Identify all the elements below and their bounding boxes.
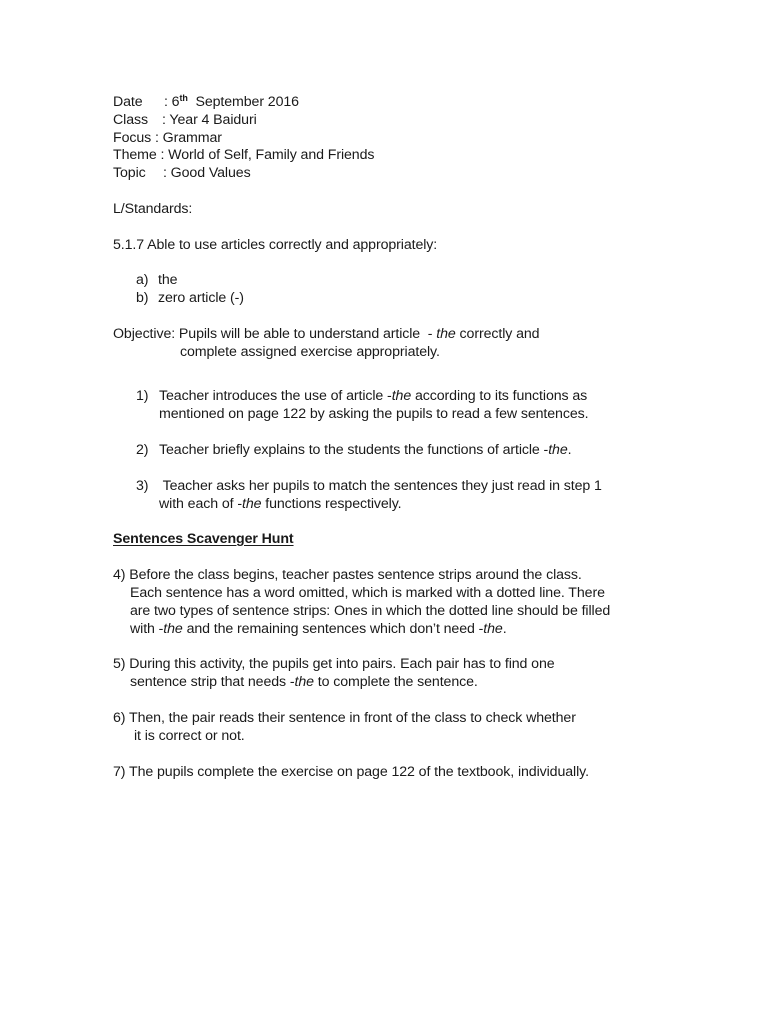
date-value: : 6: [164, 94, 180, 110]
theme-value: : World of Self, Family and Friends: [156, 147, 375, 163]
step-text: Teacher briefly explains to the students the functions of article -: [159, 442, 549, 458]
standard-item-b: [136, 289, 244, 307]
article-the: the: [163, 621, 183, 637]
list-marker: a): [136, 272, 149, 288]
topic-value: : Good Values: [163, 165, 251, 181]
activity-4-line-3: are two types of sentence strips: Ones in which the dotted line should be filled: [130, 603, 611, 619]
focus-label: Focus: [113, 130, 152, 146]
date-label: Date: [113, 94, 143, 110]
objective-line-1: [113, 325, 539, 343]
activity-6-line-2: it is correct or not.: [134, 728, 245, 744]
class-value: : Year 4 Baiduri: [162, 112, 257, 128]
article-the: the: [436, 326, 456, 342]
article-the: the: [241, 496, 262, 512]
step-1-line-2: mentioned on page 122 by asking the pupils to read a few sentences.: [159, 406, 589, 422]
step-text: Teacher introduces the use of article -: [159, 388, 392, 404]
article-the: the: [548, 442, 568, 458]
step-text: .: [567, 442, 572, 458]
article-the: the: [391, 388, 412, 404]
standard-item-a: [136, 271, 177, 289]
objective-text: correctly and: [455, 326, 540, 342]
activity-5-line-2: [130, 673, 478, 691]
activity-text: with -: [130, 621, 164, 637]
activity-6-line-1: 6) Then, the pair reads their sentence in front of the class to check whether: [113, 710, 576, 726]
list-marker: b): [136, 290, 149, 306]
topic-line: [113, 164, 251, 182]
list-item-text: zero article (-): [158, 290, 244, 306]
standard-text: 5.1.7 Able to use articles correctly and appropriately:: [113, 237, 438, 253]
date-line: [113, 93, 299, 111]
step-text: with each of -: [159, 496, 242, 512]
activity-title: Sentences Scavenger Hunt: [113, 531, 294, 547]
activity-7-line-1: 7) The pupils complete the exercise on page 122 of the textbook, individually.: [113, 764, 589, 780]
article-the: the: [483, 621, 503, 637]
focus-line: [113, 129, 222, 147]
date-ordinal-suffix: th: [179, 93, 188, 103]
step-1-line-1: [136, 387, 587, 405]
class-label: Class: [113, 112, 148, 128]
article-the: the: [294, 674, 314, 690]
topic-label: Topic: [113, 165, 146, 181]
objective-line-2: complete assigned exercise appropriately.: [180, 344, 440, 360]
activity-text: .: [502, 621, 507, 637]
list-item-text: the: [158, 272, 178, 288]
activity-text: sentence strip that needs -: [130, 674, 295, 690]
activity-4-line-1: 4) Before the class begins, teacher pastes sentence strips around the class.: [113, 567, 582, 583]
theme-line: [113, 146, 374, 164]
step-text: according to its functions as: [411, 388, 588, 404]
step-text: functions respectively.: [261, 496, 402, 512]
step-marker: 1): [136, 388, 149, 404]
standards-label: L/Standards:: [113, 201, 193, 217]
class-line: [113, 111, 257, 129]
theme-label: Theme: [113, 147, 157, 163]
step-2-line-1: [136, 441, 571, 459]
activity-4-line-4: [130, 620, 507, 638]
step-3-line-1: [136, 477, 602, 495]
step-marker: 3): [136, 478, 149, 494]
focus-value: : Grammar: [155, 130, 222, 146]
activity-4-line-2: Each sentence has a word omitted, which is marked with a dotted line. There: [130, 585, 605, 601]
activity-5-line-1: 5) During this activity, the pupils get into pairs. Each pair has to find one: [113, 656, 555, 672]
step-marker: 2): [136, 442, 149, 458]
step-3-line-2: [159, 495, 402, 513]
step-text: Teacher asks her pupils to match the sentences they just read in step 1: [159, 478, 602, 494]
objective-text: Objective: Pupils will be able to understand article -: [113, 326, 437, 342]
activity-text: and the remaining sentences which don’t need -: [182, 621, 484, 637]
activity-text: to complete the sentence.: [313, 674, 478, 690]
date-month-year: September 2016: [187, 94, 299, 110]
